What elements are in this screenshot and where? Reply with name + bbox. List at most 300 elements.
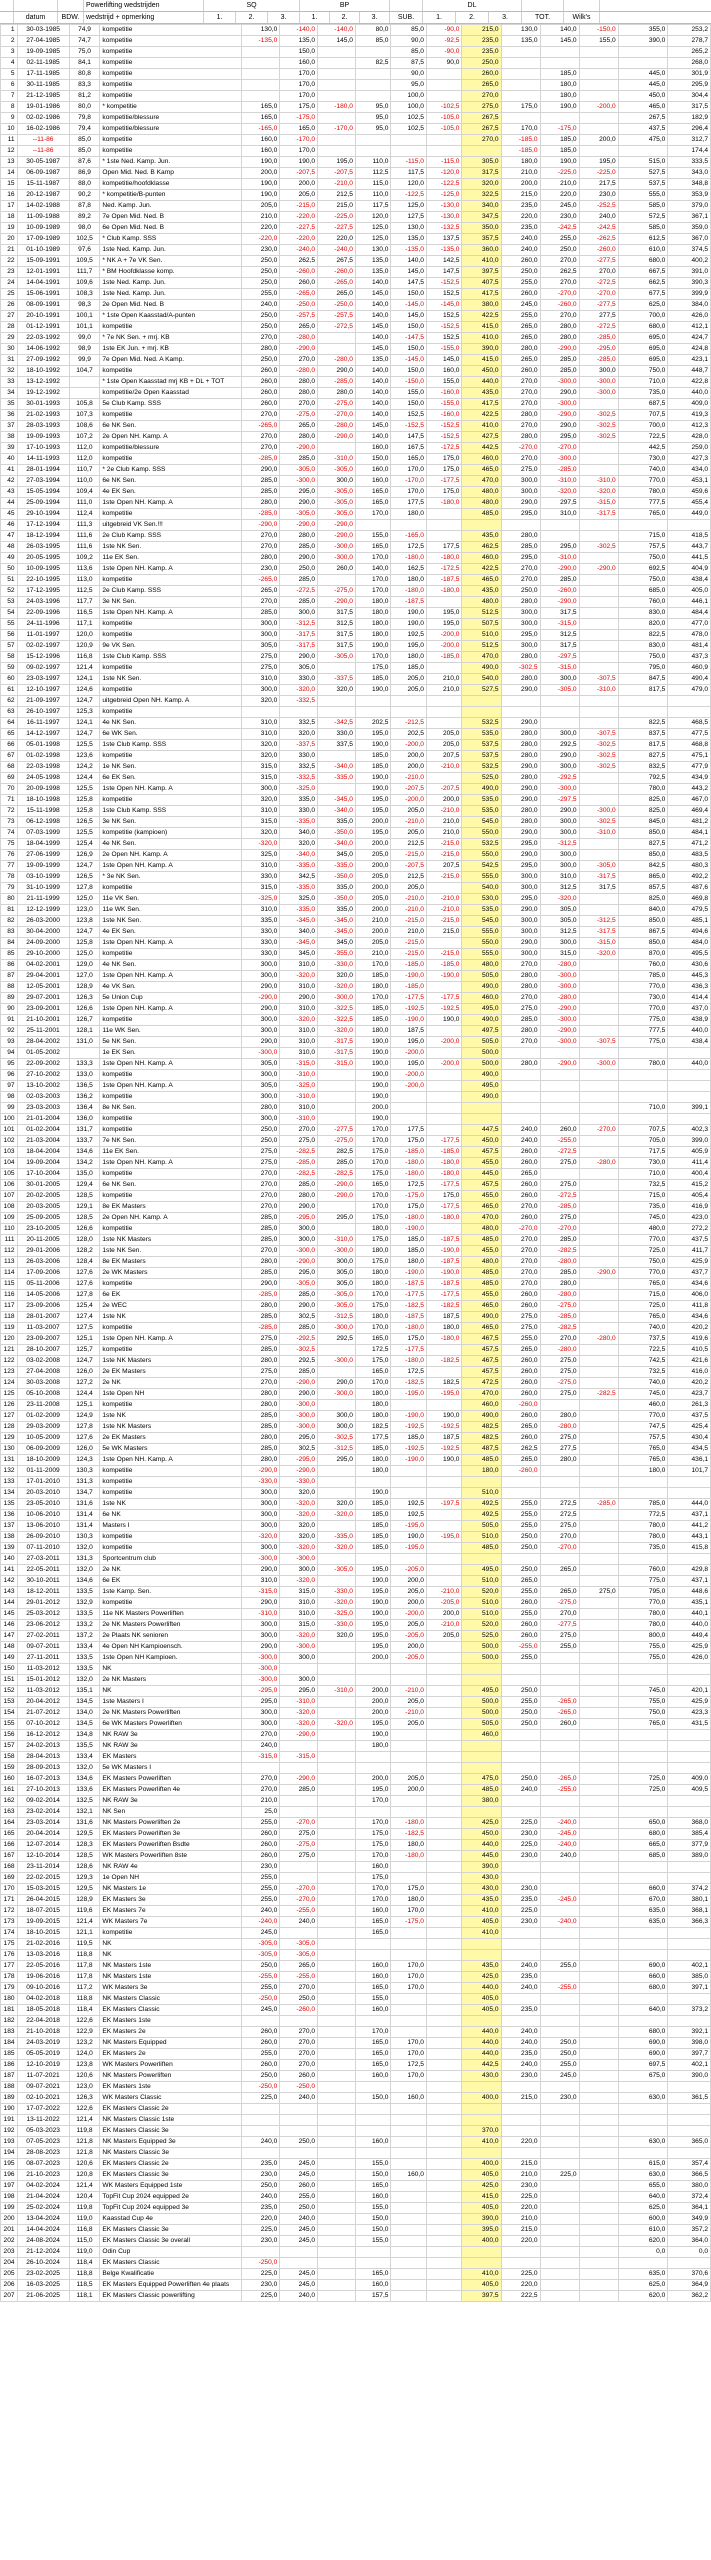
table-cell: 19-09-2004	[17, 1158, 69, 1169]
table-cell: 422,5	[462, 311, 501, 322]
table-cell: 417,5	[462, 399, 501, 410]
table-cell: * 1ste Open Kaasstad/A-punten	[100, 311, 242, 322]
table-cell: 850,0	[618, 916, 668, 927]
table-cell	[426, 1895, 462, 1906]
table-cell: -270,0	[280, 1884, 318, 1895]
table-cell: 128,4	[69, 1257, 100, 1268]
table-cell	[318, 1345, 356, 1356]
table-cell	[426, 1103, 462, 1114]
table-cell: 680,0	[618, 1983, 668, 1994]
table-cell	[462, 1103, 501, 1114]
table-row	[1, 190, 711, 201]
table-cell: -200,0	[426, 641, 462, 652]
table-cell: -185,0	[501, 146, 540, 157]
table-cell: 305,0	[540, 916, 579, 927]
table-cell: NK Masters Classic	[100, 1994, 242, 2005]
table-cell: 280,0	[280, 432, 318, 443]
table-cell: 270,0	[242, 597, 280, 608]
table-cell: 07-05-2023	[17, 2137, 69, 2148]
table-cell: 275,0	[501, 1004, 540, 1015]
table-cell	[318, 1840, 356, 1851]
table-cell: 270,0	[540, 1609, 579, 1620]
table-cell: 485,0	[462, 1235, 501, 1246]
table-cell	[280, 2104, 318, 2115]
table-cell: -330,0	[280, 1477, 318, 1488]
table-cell	[318, 1642, 356, 1653]
table-cell: 124,4	[69, 773, 100, 784]
table-cell: 510,0	[462, 630, 501, 641]
table-cell: 205,0	[391, 883, 427, 894]
table-cell: 99	[1, 1103, 18, 1114]
table-cell: 2e EK Masters	[100, 1367, 242, 1378]
table-cell: 349,9	[668, 2214, 711, 2225]
table-cell: 20-04-2014	[17, 1829, 69, 1840]
table-cell: 117,8	[69, 1972, 100, 1983]
table-cell: 250,0	[501, 1543, 540, 1554]
table-row	[1, 2016, 711, 2027]
table-cell: 04-02-2018	[17, 1994, 69, 2005]
table-cell	[540, 1763, 579, 1774]
table-cell: 235,0	[462, 47, 501, 58]
table-cell	[391, 2137, 427, 2148]
table-cell	[391, 2192, 427, 2203]
table-cell: kompetitie	[100, 509, 242, 520]
table-cell	[618, 1950, 668, 1961]
table-cell: 265,0	[280, 421, 318, 432]
table-cell: 635,0	[618, 2269, 668, 2280]
table-cell: 20-11-2005	[17, 1235, 69, 1246]
table-cell	[462, 1763, 501, 1774]
table-cell: 43	[1, 487, 18, 498]
table-cell	[668, 1763, 711, 1774]
table-cell	[355, 146, 391, 157]
table-cell	[318, 1829, 356, 1840]
table-cell	[618, 1939, 668, 1950]
table-cell	[540, 2005, 579, 2016]
table-cell: 131,3	[69, 1554, 100, 1565]
table-cell	[426, 1070, 462, 1081]
table-cell: 27-03-1994	[17, 476, 69, 487]
table-cell: 505,0	[462, 1037, 501, 1048]
table-cell: 170,0	[355, 652, 391, 663]
table-cell: 295,0	[501, 839, 540, 850]
table-cell: 10-05-2009	[17, 1433, 69, 1444]
table-cell	[579, 1532, 618, 1543]
table-cell	[668, 1796, 711, 1807]
table-cell: 225,0	[501, 1818, 540, 1829]
table-cell: -215,0	[391, 949, 427, 960]
table-cell: 23-11-2014	[17, 1862, 69, 1873]
table-cell: 419,6	[668, 1334, 711, 1345]
table-cell: 317,5	[579, 883, 618, 894]
table-cell: -150,0	[579, 25, 618, 36]
table-cell: 280,0	[280, 388, 318, 399]
table-row	[1, 674, 711, 685]
table-cell	[540, 1103, 579, 1114]
table-cell	[579, 1103, 618, 1114]
column-header: 1.	[423, 12, 456, 23]
table-cell: 85,0	[391, 25, 427, 36]
table-cell: 290,0	[242, 982, 280, 993]
table-cell: 150,0	[391, 289, 427, 300]
table-cell	[391, 2214, 427, 2225]
table-cell: 250,0	[242, 1136, 280, 1147]
table-cell: 121,1	[69, 1928, 100, 1939]
table-cell: 30-05-1987	[17, 157, 69, 168]
table-cell	[579, 982, 618, 993]
table-cell: 119,8	[69, 2126, 100, 2137]
table-cell: 250,0	[501, 1565, 540, 1576]
table-cell: 135,5	[69, 1741, 100, 1752]
table-cell: 335,0	[318, 905, 356, 916]
table-cell	[579, 113, 618, 124]
table-cell: 245,0	[280, 2159, 318, 2170]
table-cell: 115	[1, 1279, 18, 1290]
table-cell: 1ste Open NH. Kamp. A	[100, 938, 242, 949]
table-cell: 765,0	[618, 1444, 668, 1455]
table-cell: 200,0	[501, 179, 540, 190]
table-cell: 362,2	[668, 2291, 711, 2302]
table-cell: -305,0	[318, 498, 356, 509]
table-row	[1, 1774, 711, 1785]
table-cell: 345,0	[318, 850, 356, 861]
table-cell: 107,3	[69, 410, 100, 421]
table-cell	[618, 1807, 668, 1818]
table-row	[1, 883, 711, 894]
table-cell: 295,0	[540, 432, 579, 443]
table-cell: 630,0	[618, 2170, 668, 2181]
table-cell: -302,5	[501, 663, 540, 674]
table-cell: 190,0	[355, 1114, 391, 1125]
table-cell: 310,0	[280, 1037, 318, 1048]
table-cell: 6e NK	[100, 1510, 242, 1521]
table-cell: 250,0	[501, 1719, 540, 1730]
table-cell: * 1ste Ned. Kamp. Jun.	[100, 157, 242, 168]
table-cell	[618, 2104, 668, 2115]
table-cell: 89	[1, 993, 18, 1004]
table-cell: 17-01-2010	[17, 1477, 69, 1488]
table-cell	[280, 1796, 318, 1807]
table-cell: 165,0	[355, 1983, 391, 1994]
table-cell: 285,0	[540, 355, 579, 366]
table-cell: 280,0	[242, 1356, 280, 1367]
table-cell: 203	[1, 2247, 18, 2258]
table-cell: -192,5	[426, 1004, 462, 1015]
table-cell	[579, 1400, 618, 1411]
table-cell: 280,0	[501, 1059, 540, 1070]
table-cell: 85,0	[391, 47, 427, 58]
table-cell: 225,0	[242, 2291, 280, 2302]
table-cell: -185,0	[391, 982, 427, 993]
table-cell: 665,0	[618, 1840, 668, 1851]
table-cell: 610,0	[618, 2225, 668, 2236]
table-cell: 270,0	[242, 333, 280, 344]
table-row	[1, 1609, 711, 1620]
table-cell: 495,0	[462, 1004, 501, 1015]
table-cell: 770,0	[618, 476, 668, 487]
table-cell	[501, 1752, 540, 1763]
table-cell: 455,0	[462, 1191, 501, 1202]
table-cell: -302,5	[280, 1345, 318, 1356]
table-cell: -257,5	[280, 311, 318, 322]
table-cell	[318, 2093, 356, 2104]
table-cell: 145	[1, 1609, 18, 1620]
table-cell: 426,0	[668, 311, 711, 322]
table-cell: -305,0	[280, 1939, 318, 1950]
table-cell: 125,5	[69, 828, 100, 839]
table-cell	[391, 1554, 427, 1565]
table-cell: 312,5	[540, 630, 579, 641]
table-cell: 537,5	[462, 740, 501, 751]
table-cell: 485,0	[462, 1268, 501, 1279]
table-cell	[579, 1235, 618, 1246]
table-cell: 98,0	[69, 223, 100, 234]
table-cell: 250,0	[242, 2181, 280, 2192]
table-cell: 857,5	[618, 883, 668, 894]
table-cell: -187,5	[426, 1279, 462, 1290]
table-cell	[668, 1554, 711, 1565]
table-cell: 280,0	[242, 1389, 280, 1400]
table-cell: 145,0	[355, 322, 391, 333]
table-cell: -170,0	[318, 124, 356, 135]
table-cell: -250,0	[280, 300, 318, 311]
table-cell	[318, 1202, 356, 1213]
table-cell: -177,5	[426, 1202, 462, 1213]
table-cell	[668, 2126, 711, 2137]
table-cell: 412,3	[668, 421, 711, 432]
table-cell: 95	[1, 1059, 18, 1070]
table-cell: 675,0	[618, 2071, 668, 2082]
table-cell: 22-05-2011	[17, 1565, 69, 1576]
table-cell: 295,9	[668, 80, 711, 91]
table-cell: -140,0	[318, 25, 356, 36]
table-cell: -290,0	[280, 1774, 318, 1785]
table-cell: 78	[1, 872, 18, 883]
table-cell: 120,4	[69, 2192, 100, 2203]
table-cell: 119	[1, 1323, 18, 1334]
table-cell	[579, 2258, 618, 2269]
table-cell: 158	[1, 1752, 18, 1763]
table-cell: 165,0	[355, 1928, 391, 1939]
table-cell: 270,0	[540, 1334, 579, 1345]
table-cell	[579, 894, 618, 905]
table-cell: 479,5	[668, 905, 711, 916]
table-cell: 250,0	[242, 355, 280, 366]
table-cell: * Club Kamp. SSS	[100, 234, 242, 245]
table-cell: -265,0	[280, 289, 318, 300]
table-cell: 195,0	[426, 619, 462, 630]
table-cell: 270,0	[501, 421, 540, 432]
table-cell	[579, 1202, 618, 1213]
table-cell: 270,0	[501, 377, 540, 388]
table-cell: 342,5	[280, 872, 318, 883]
table-cell: -270,0	[579, 1125, 618, 1136]
table-cell: 170,0	[355, 993, 391, 1004]
table-cell: -135,0	[242, 36, 280, 47]
table-cell: -242,5	[540, 223, 579, 234]
table-cell: 07-10-2012	[17, 1719, 69, 1730]
table-cell: EK Masters Classic 3e	[100, 2126, 242, 2137]
table-cell: 108,6	[69, 421, 100, 432]
table-cell: 170,0	[391, 1906, 427, 1917]
table-cell: 310,0	[540, 509, 579, 520]
table-cell	[355, 696, 391, 707]
table-cell: 134	[1, 1488, 18, 1499]
table-cell	[579, 2005, 618, 2016]
table-row	[1, 421, 711, 432]
table-cell: 250,0	[242, 278, 280, 289]
table-cell: 117,5	[355, 201, 391, 212]
column-header: 3.	[489, 12, 522, 23]
table-cell: 280,0	[540, 322, 579, 333]
table-cell: 145,0	[355, 289, 391, 300]
table-cell: 104	[1, 1158, 18, 1169]
table-cell: 725,0	[618, 1774, 668, 1785]
table-cell	[579, 1070, 618, 1081]
table-cell	[618, 1730, 668, 1741]
table-cell: 520,0	[462, 1587, 501, 1598]
table-cell	[355, 80, 391, 91]
table-cell	[579, 2027, 618, 2038]
table-cell: -255,0	[242, 1972, 280, 1983]
table-cell: 220,0	[540, 190, 579, 201]
table-cell: 265,0	[280, 322, 318, 333]
table-cell: 490,0	[462, 784, 501, 795]
table-cell: -215,0	[391, 850, 427, 861]
table-cell: 122,6	[69, 2104, 100, 2115]
table-cell	[579, 1323, 618, 1334]
table-cell: 1ste Open NH. Kamp. A	[100, 784, 242, 795]
table-row	[1, 157, 711, 168]
table-cell: 510,0	[462, 1488, 501, 1499]
table-cell: 138	[1, 1532, 18, 1543]
table-cell: 205,0	[391, 806, 427, 817]
table-cell: 467,5	[462, 1356, 501, 1367]
table-cell: kompetitie	[100, 1532, 242, 1543]
table-cell: 377,9	[668, 1840, 711, 1851]
table-cell: 110,0	[355, 190, 391, 201]
table-cell: 265,0	[318, 289, 356, 300]
table-cell	[318, 1367, 356, 1378]
table-cell: 170,0	[355, 1323, 391, 1334]
table-cell: 270,0	[501, 1037, 540, 1048]
table-cell: 270,0	[280, 1983, 318, 1994]
table-cell: -250,0	[242, 2258, 280, 2269]
table-cell: 423,7	[668, 1389, 711, 1400]
table-cell: 405,0	[462, 2005, 501, 2016]
table-cell: 512,5	[462, 608, 501, 619]
table-cell	[579, 2071, 618, 2082]
table-cell: 320,0	[318, 1631, 356, 1642]
table-cell	[579, 1620, 618, 1631]
table-cell: 170,0	[280, 80, 318, 91]
table-cell: 165,0	[355, 2049, 391, 2060]
table-cell: 185,0	[355, 971, 391, 982]
table-cell	[426, 1785, 462, 1796]
table-cell: -305,0	[242, 1939, 280, 1950]
table-row	[1, 102, 711, 113]
table-cell	[579, 663, 618, 674]
table-cell: 17-09-1989	[17, 234, 69, 245]
table-cell: -305,0	[318, 652, 356, 663]
table-cell: 40	[1, 454, 18, 465]
table-cell: 750,0	[618, 366, 668, 377]
table-cell: -180,0	[426, 1169, 462, 1180]
table-cell: -275,0	[280, 1840, 318, 1851]
table-cell	[540, 2214, 579, 2225]
table-cell: EK Masters 1ste	[100, 2016, 242, 2027]
table-row	[1, 828, 711, 839]
table-cell: -320,0	[280, 685, 318, 696]
table-cell: 480,0	[462, 1224, 501, 1235]
table-cell: -180,0	[318, 102, 356, 113]
table-cell: 435,1	[668, 1598, 711, 1609]
table-cell: 270,0	[242, 410, 280, 421]
table-cell: 22-03-1998	[17, 762, 69, 773]
table-cell: -295,0	[280, 1213, 318, 1224]
table-cell	[579, 2214, 618, 2225]
table-cell: 125	[1, 1389, 18, 1400]
table-cell	[318, 1092, 356, 1103]
table-row	[1, 454, 711, 465]
table-cell: 185	[1, 2049, 18, 2060]
table-cell	[540, 531, 579, 542]
table-cell: 100	[1, 1114, 18, 1125]
table-row	[1, 982, 711, 993]
table-cell: 8	[1, 102, 18, 113]
table-cell: 200,0	[391, 1785, 427, 1796]
table-cell: 300,0	[501, 927, 540, 938]
table-cell: -300,0	[540, 784, 579, 795]
table-cell: 210,0	[242, 212, 280, 223]
table-cell: 16-02-1986	[17, 124, 69, 135]
table-cell: -277,5	[579, 300, 618, 311]
table-cell: 310,0	[242, 905, 280, 916]
table-cell: kompetitie	[100, 366, 242, 377]
table-cell: 4e EK Sen.	[100, 927, 242, 938]
table-cell: 192,5	[391, 630, 427, 641]
table-cell: 127,6	[69, 1433, 100, 1444]
table-cell: 330,0	[242, 872, 280, 883]
table-cell: 2e Open NH. Kamp. A	[100, 850, 242, 861]
table-cell: 490,0	[462, 1312, 501, 1323]
table-cell	[579, 597, 618, 608]
table-row	[1, 201, 711, 212]
header-cell	[522, 0, 564, 11]
table-cell: 270,0	[242, 1180, 280, 1191]
table-cell: 173	[1, 1917, 18, 1928]
table-cell: 21-11-1999	[17, 894, 69, 905]
table-row	[1, 146, 711, 157]
table-cell: 285,0	[280, 1290, 318, 1301]
table-cell: 53	[1, 597, 18, 608]
table-cell: 190,0	[426, 1455, 462, 1466]
table-cell: 30-01-2005	[17, 1180, 69, 1191]
table-cell: 310,0	[280, 1609, 318, 1620]
table-row	[1, 124, 711, 135]
table-cell: 490,0	[462, 1070, 501, 1081]
table-row	[1, 1598, 711, 1609]
header-cell	[564, 0, 600, 11]
table-cell: -295,0	[242, 1686, 280, 1697]
table-cell: 312,5	[318, 619, 356, 630]
table-cell: 300,0	[540, 850, 579, 861]
table-cell: 31	[1, 355, 18, 366]
table-cell	[391, 1928, 427, 1939]
table-cell: -310,0	[318, 1686, 356, 1697]
table-cell: 110,0	[355, 157, 391, 168]
table-cell	[318, 2115, 356, 2126]
